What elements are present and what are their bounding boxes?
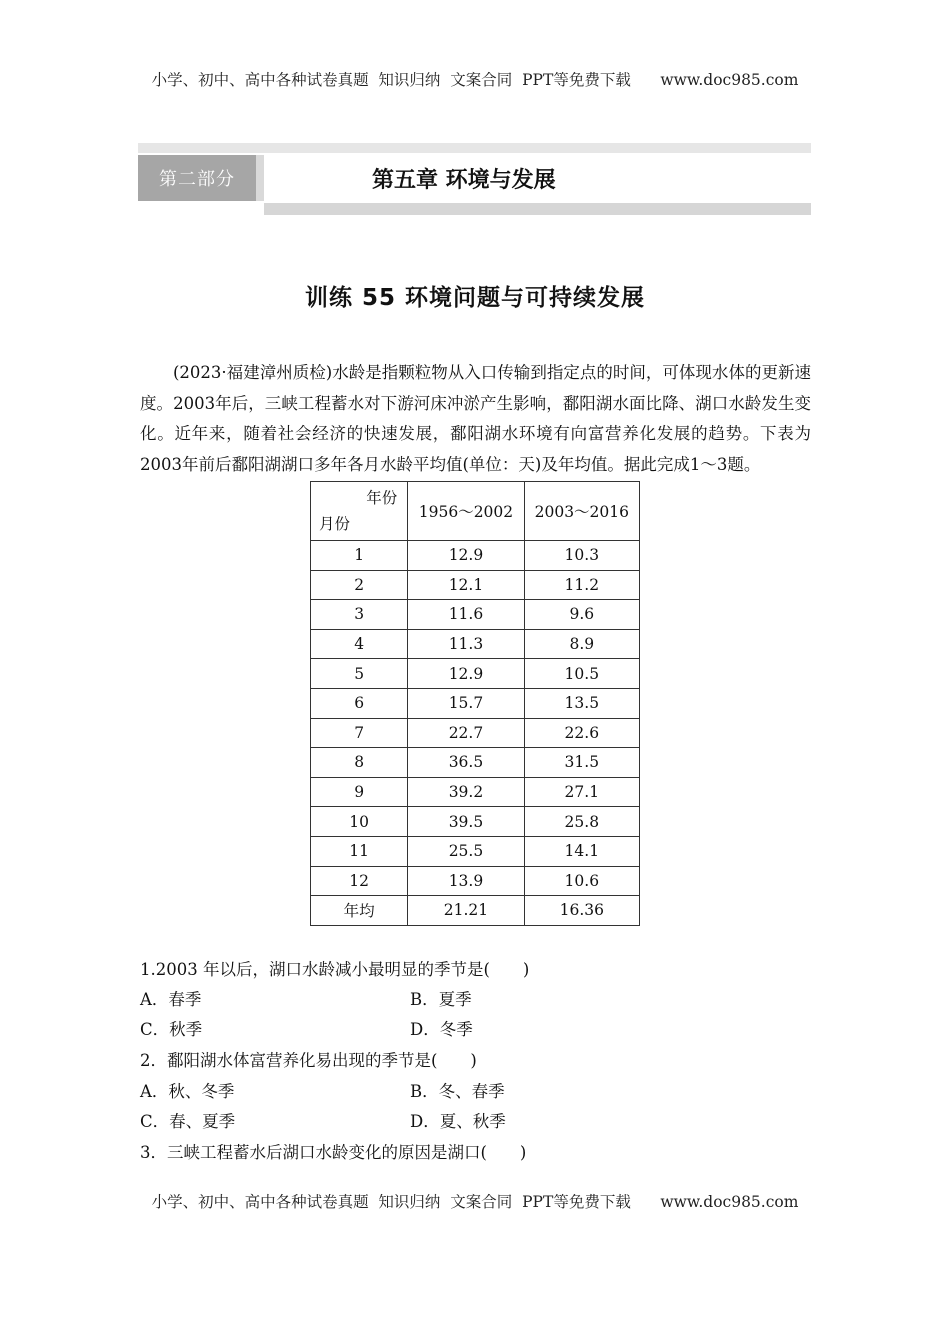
exercise-title: 训练 55 环境问题与可持续发展 (304, 285, 646, 311)
question-1-stem: 1.2003 年以后，湖口水龄减小最明显的季节是( ) (140, 960, 530, 979)
page-header: 小学、初中、高中各种试卷真题 知识归纳 文案合同 PPT等免费下载 www.doc985.com (151, 71, 799, 89)
water-age-table (310, 481, 640, 926)
value-cell: 13.5 (524, 688, 639, 718)
value-cell: 13.9 (408, 866, 524, 896)
value-cell: 27.1 (524, 777, 639, 807)
month-cell: 12 (311, 866, 408, 896)
table-row (311, 600, 640, 630)
value-cell: 12.9 (408, 659, 524, 689)
part-label-shadow (256, 155, 264, 201)
table-row (311, 836, 640, 866)
banner-top-bar (138, 143, 811, 153)
value-cell: 39.2 (408, 777, 524, 807)
part-label: 第二部分 (138, 155, 256, 201)
question-1-option-a[interactable]: A．春季 (140, 990, 202, 1009)
month-cell: 9 (311, 777, 408, 807)
value-cell: 14.1 (524, 836, 639, 866)
table-row (311, 541, 640, 571)
table-row (311, 688, 640, 718)
value-cell: 22.6 (524, 718, 639, 748)
month-cell: 10 (311, 807, 408, 837)
question-2-option-b[interactable]: B．冬、春季 (410, 1082, 505, 1101)
value-cell: 8.9 (524, 629, 639, 659)
page-footer: 小学、初中、高中各种试卷真题 知识归纳 文案合同 PPT等免费下载 www.doc985.com (151, 1193, 799, 1211)
intro-paragraph: (2023·福建漳州质检)水龄是指颗粒物从入口传输到指定点的时间，可体现水体的更新速度。2003年后，三峡工程蓄水对下游河床冲淤产生影响，鄱阳湖水面比降、湖口水龄发生变化。近年来，随着社会经济的快速发展，鄱阳湖水环境有向富营养化发展的趋势。下表为2003年前后鄱阳湖湖口多年各月水龄平均值(单位：天)及年均值。据此完成1～3题。 (140, 363, 811, 474)
month-cell: 5 (311, 659, 408, 689)
table-row (311, 748, 640, 778)
question-3-stem: 3．三峡工程蓄水后湖口水龄变化的原因是湖口( ) (140, 1143, 527, 1162)
table-header-row (311, 482, 640, 541)
question-2-option-a[interactable]: A．秋、冬季 (140, 1082, 235, 1101)
value-cell: 15.7 (408, 688, 524, 718)
header-period-2: 2003～2016 (524, 482, 639, 541)
chapter-banner (138, 143, 811, 215)
value-cell: 11.3 (408, 629, 524, 659)
value-cell: 21.21 (408, 896, 524, 926)
table-row (311, 570, 640, 600)
value-cell: 12.9 (408, 541, 524, 571)
month-cell: 6 (311, 688, 408, 718)
value-cell: 39.5 (408, 807, 524, 837)
table-row (311, 659, 640, 689)
value-cell: 22.7 (408, 718, 524, 748)
question-1-option-d[interactable]: D．冬季 (410, 1020, 473, 1039)
month-cell: 11 (311, 836, 408, 866)
table-row (311, 807, 640, 837)
table-row (311, 777, 640, 807)
value-cell: 25.5 (408, 836, 524, 866)
banner-bottom-line (264, 203, 811, 215)
value-cell: 10.6 (524, 866, 639, 896)
month-cell: 4 (311, 629, 408, 659)
value-cell: 10.5 (524, 659, 639, 689)
value-cell: 9.6 (524, 600, 639, 630)
value-cell: 10.3 (524, 541, 639, 571)
table-row (311, 629, 640, 659)
question-2-stem: 2．鄱阳湖水体富营养化易出现的季节是( ) (140, 1051, 477, 1070)
month-cell: 年均 (311, 896, 408, 926)
table-row (311, 866, 640, 896)
chapter-title: 第五章 环境与发展 (372, 166, 556, 193)
table-row (311, 718, 640, 748)
table-row-annual-mean (311, 896, 640, 926)
month-cell: 8 (311, 748, 408, 778)
month-cell: 2 (311, 570, 408, 600)
value-cell: 25.8 (524, 807, 639, 837)
question-1-option-c[interactable]: C．秋季 (140, 1020, 203, 1039)
question-2-option-d[interactable]: D．夏、秋季 (410, 1112, 506, 1131)
month-cell: 7 (311, 718, 408, 748)
header-year-label: 年份 (366, 489, 398, 507)
value-cell: 12.1 (408, 570, 524, 600)
header-period-1: 1956～2002 (408, 482, 524, 541)
question-1-option-b[interactable]: B．夏季 (410, 990, 472, 1009)
header-month-label: 月份 (319, 515, 351, 533)
diagonal-header-cell (311, 482, 408, 541)
value-cell: 31.5 (524, 748, 639, 778)
value-cell: 11.2 (524, 570, 639, 600)
value-cell: 36.5 (408, 748, 524, 778)
value-cell: 11.6 (408, 600, 524, 630)
month-cell: 3 (311, 600, 408, 630)
value-cell: 16.36 (524, 896, 639, 926)
month-cell: 1 (311, 541, 408, 571)
question-2-option-c[interactable]: C．春、夏季 (140, 1112, 236, 1131)
